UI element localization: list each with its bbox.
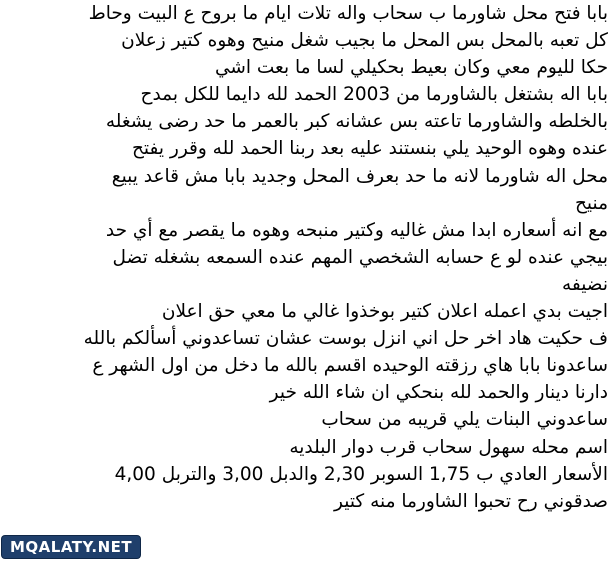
post-line: بابا فتح محل شاورما ب سحاب واله تلات ايام ما بروح ع البيت وحاط bbox=[88, 3, 608, 24]
post-line: بالخلطه والشاورما تاعته بس عشانه كبر بالعمر ما حد رضى يشغله bbox=[105, 111, 608, 133]
post-line: ساعدوني البنات يلي قريبه من سحاب bbox=[321, 409, 608, 431]
post-line: محل اله شاورما لانه ما حد بعرف المحل وجديد بابا مش قاعد يبيع bbox=[111, 165, 608, 187]
post-line: اجيت بدي اعمله اعلان كتير بوخذوا غالي ما معي حق اعلان bbox=[161, 301, 608, 323]
post-line: بابا اله بشتغل بالشاورما من 2003 الحمد لله دايما للكل بمدح bbox=[140, 84, 608, 106]
post-line: الأسعار العادي ب 1,75 السوبر 2,30 والدبل 3,00 والتربل 4,00 bbox=[114, 463, 608, 485]
post-line: منيح bbox=[574, 192, 608, 214]
post-line: ف حكيت هاد اخر حل اني انزل بوست عشان تساعدوني أسألكم بالله bbox=[83, 328, 608, 350]
post-line: ساعدونا بابا هاي رزقته الوحيده اقسم بالله ما دخل من اول الشهر ع bbox=[92, 355, 608, 377]
post-line: كل تعبه بالمحل بس المحل ما بجيب شغل منيح وهوه كتير زعلان bbox=[121, 30, 608, 52]
post-line: بيجي عنده لو ع حسابه الشخصي المهم عنده السمعه بشغله تضل bbox=[112, 246, 608, 268]
post-line: نضيفه bbox=[561, 273, 608, 295]
post-line: عنده وهوه الوحيد يلي بنستند عليه بعد ربنا الحمد لله وقرر يفتح bbox=[131, 138, 608, 160]
post-line: مع انه أسعاره ابدا مش غاليه وكتير منبحه وهوه ما يقصر مع أي حد bbox=[105, 219, 608, 241]
post-line: دارنا دينار والحمد لله بنحكي ان شاء الله خير bbox=[269, 382, 608, 404]
post-line: اسم محله سهول سحاب قرب دوار البلديه bbox=[289, 436, 608, 458]
post-line: صدقوني رح تحبوا الشاورما منه كتير bbox=[334, 490, 608, 512]
site-watermark: MQALATY.NET bbox=[2, 536, 140, 558]
post-line: حكا لليوم معي وكان بعيط بحكيلي لسا ما بعت اشي bbox=[214, 57, 608, 79]
